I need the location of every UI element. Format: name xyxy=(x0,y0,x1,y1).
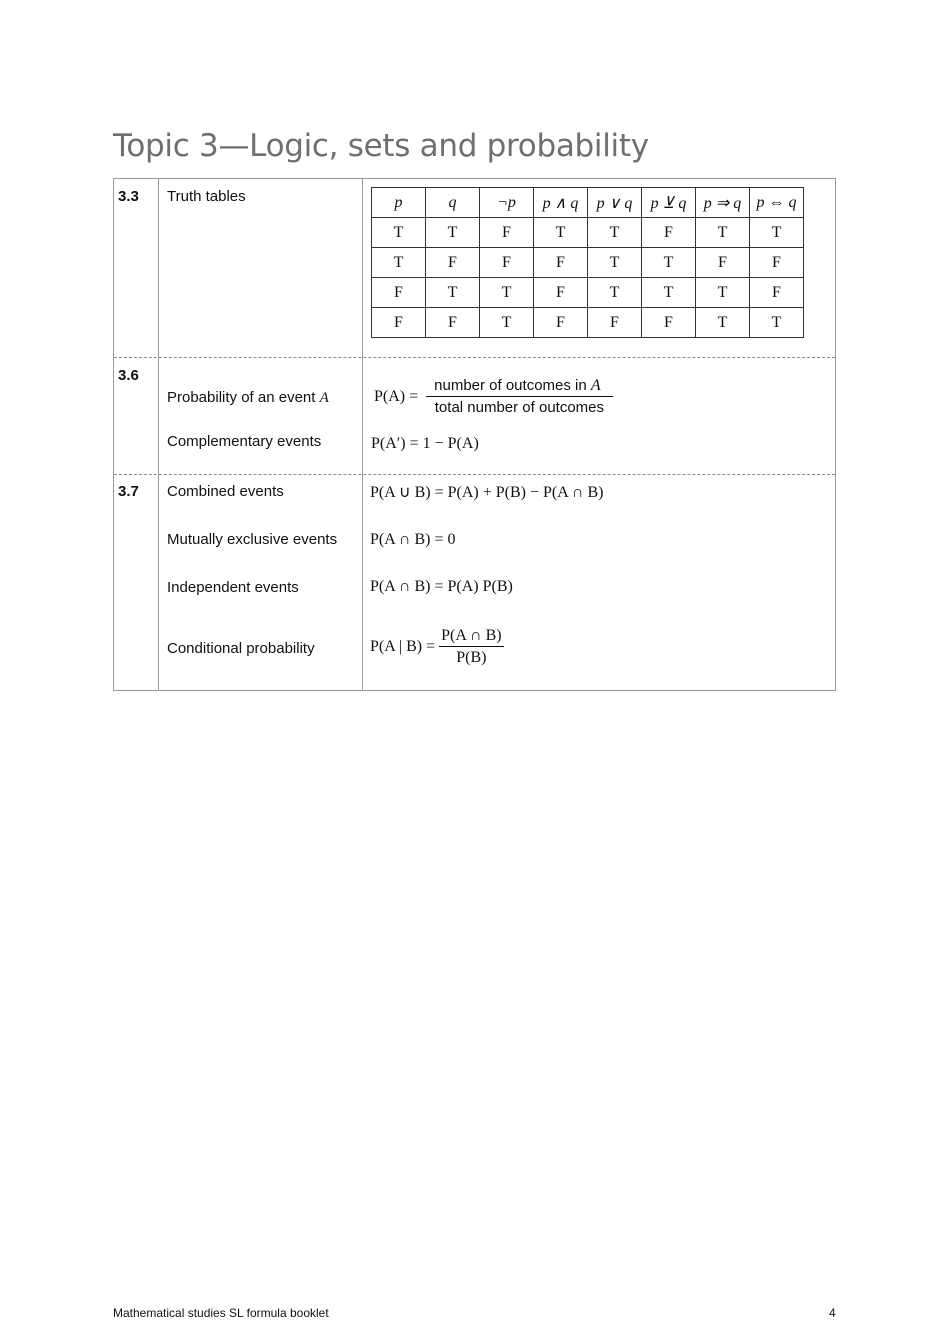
truth-table-cell: T xyxy=(372,218,426,248)
truth-table-cell: F xyxy=(750,278,804,308)
label-truth-tables: Truth tables xyxy=(167,188,246,205)
truth-table-cell: F xyxy=(750,248,804,278)
label-independent-events: Independent events xyxy=(167,579,299,596)
section-number-3-3: 3.3 xyxy=(118,188,139,205)
truth-table-row xyxy=(372,308,804,338)
formula-combined: P(A ∪ B) = P(A) + P(B) − P(A ∩ B) xyxy=(370,484,604,501)
truth-table-header: p ⊻ q xyxy=(642,188,696,218)
probability-numerator-var: A xyxy=(590,377,601,394)
label-probability-text: Probability of an event xyxy=(167,389,316,406)
truth-table-cell: F xyxy=(372,308,426,338)
formula-probability xyxy=(374,377,613,416)
truth-table-cell: T xyxy=(372,248,426,278)
formula-independent: P(A ∩ B) = P(A) P(B) xyxy=(370,578,513,595)
probability-numerator xyxy=(426,377,613,397)
truth-table-cell: T xyxy=(642,248,696,278)
truth-table-cell: T xyxy=(480,278,534,308)
section-divider xyxy=(114,474,835,475)
truth-table-cell: T xyxy=(750,218,804,248)
truth-table-cell: F xyxy=(480,248,534,278)
label-probability-event xyxy=(167,389,329,407)
truth-table-cell: T xyxy=(534,218,588,248)
section-divider xyxy=(114,357,835,358)
page-number: 4 xyxy=(829,1306,836,1320)
truth-table-cell: F xyxy=(588,308,642,338)
probability-numerator-text: number of outcomes in xyxy=(434,377,587,394)
truth-table-header: p xyxy=(372,188,426,218)
truth-table-cell: T xyxy=(696,218,750,248)
truth-table-header: q xyxy=(426,188,480,218)
conditional-denominator: P(B) xyxy=(456,649,487,666)
truth-table-cell: F xyxy=(426,308,480,338)
truth-table-cell: T xyxy=(588,218,642,248)
truth-table-cell: T xyxy=(426,278,480,308)
truth-table-cell: F xyxy=(480,218,534,248)
truth-table-row xyxy=(372,218,804,248)
truth-table-cell: F xyxy=(426,248,480,278)
truth-table xyxy=(371,187,804,338)
probability-denominator: total number of outcomes xyxy=(434,399,605,416)
truth-table-cell: F xyxy=(372,278,426,308)
truth-table-cell: T xyxy=(696,278,750,308)
truth-table-cell: T xyxy=(426,218,480,248)
truth-table-header: ¬p xyxy=(480,188,534,218)
truth-table-cell: T xyxy=(642,278,696,308)
truth-table-cell: T xyxy=(750,308,804,338)
formula-conditional xyxy=(370,627,504,667)
label-combined-events: Combined events xyxy=(167,483,284,500)
truth-table-header: p ⇔ q xyxy=(750,188,804,218)
formula-table xyxy=(113,178,836,691)
formula-mutually-exclusive: P(A ∩ B) = 0 xyxy=(370,531,456,548)
page-title: Topic 3—Logic, sets and probability xyxy=(113,128,649,164)
label-probability-var: A xyxy=(319,390,329,406)
label-conditional-probability: Conditional probability xyxy=(167,640,315,657)
truth-table-cell: T xyxy=(588,248,642,278)
conditional-numerator: P(A ∩ B) xyxy=(439,627,503,647)
label-mutually-exclusive: Mutually exclusive events xyxy=(167,531,338,548)
truth-table-cell: T xyxy=(588,278,642,308)
conditional-lhs: P(A | B) = xyxy=(370,638,436,655)
truth-table-row xyxy=(372,248,804,278)
truth-table-header: p ∧ q xyxy=(534,188,588,218)
truth-table-row xyxy=(372,278,804,308)
truth-table-header: p ⇒ q xyxy=(696,188,750,218)
formula-complement: P(A′) = 1 − P(A) xyxy=(371,435,479,452)
truth-table-cell: T xyxy=(696,308,750,338)
truth-table-cell: F xyxy=(696,248,750,278)
column-divider-number xyxy=(158,179,159,690)
probability-lhs: P(A) = xyxy=(374,387,419,405)
truth-table-cell: F xyxy=(534,278,588,308)
footer-title: Mathematical studies SL formula booklet xyxy=(113,1306,329,1320)
label-complementary-events: Complementary events xyxy=(167,433,322,450)
truth-table-cell: F xyxy=(534,248,588,278)
column-divider-label xyxy=(362,179,363,690)
truth-table-cell: F xyxy=(534,308,588,338)
section-number-3-6: 3.6 xyxy=(118,367,139,384)
section-number-3-7: 3.7 xyxy=(118,483,139,500)
truth-table-cell: F xyxy=(642,218,696,248)
truth-table-cell: F xyxy=(642,308,696,338)
truth-table-header: p ∨ q xyxy=(588,188,642,218)
truth-table-cell: T xyxy=(480,308,534,338)
